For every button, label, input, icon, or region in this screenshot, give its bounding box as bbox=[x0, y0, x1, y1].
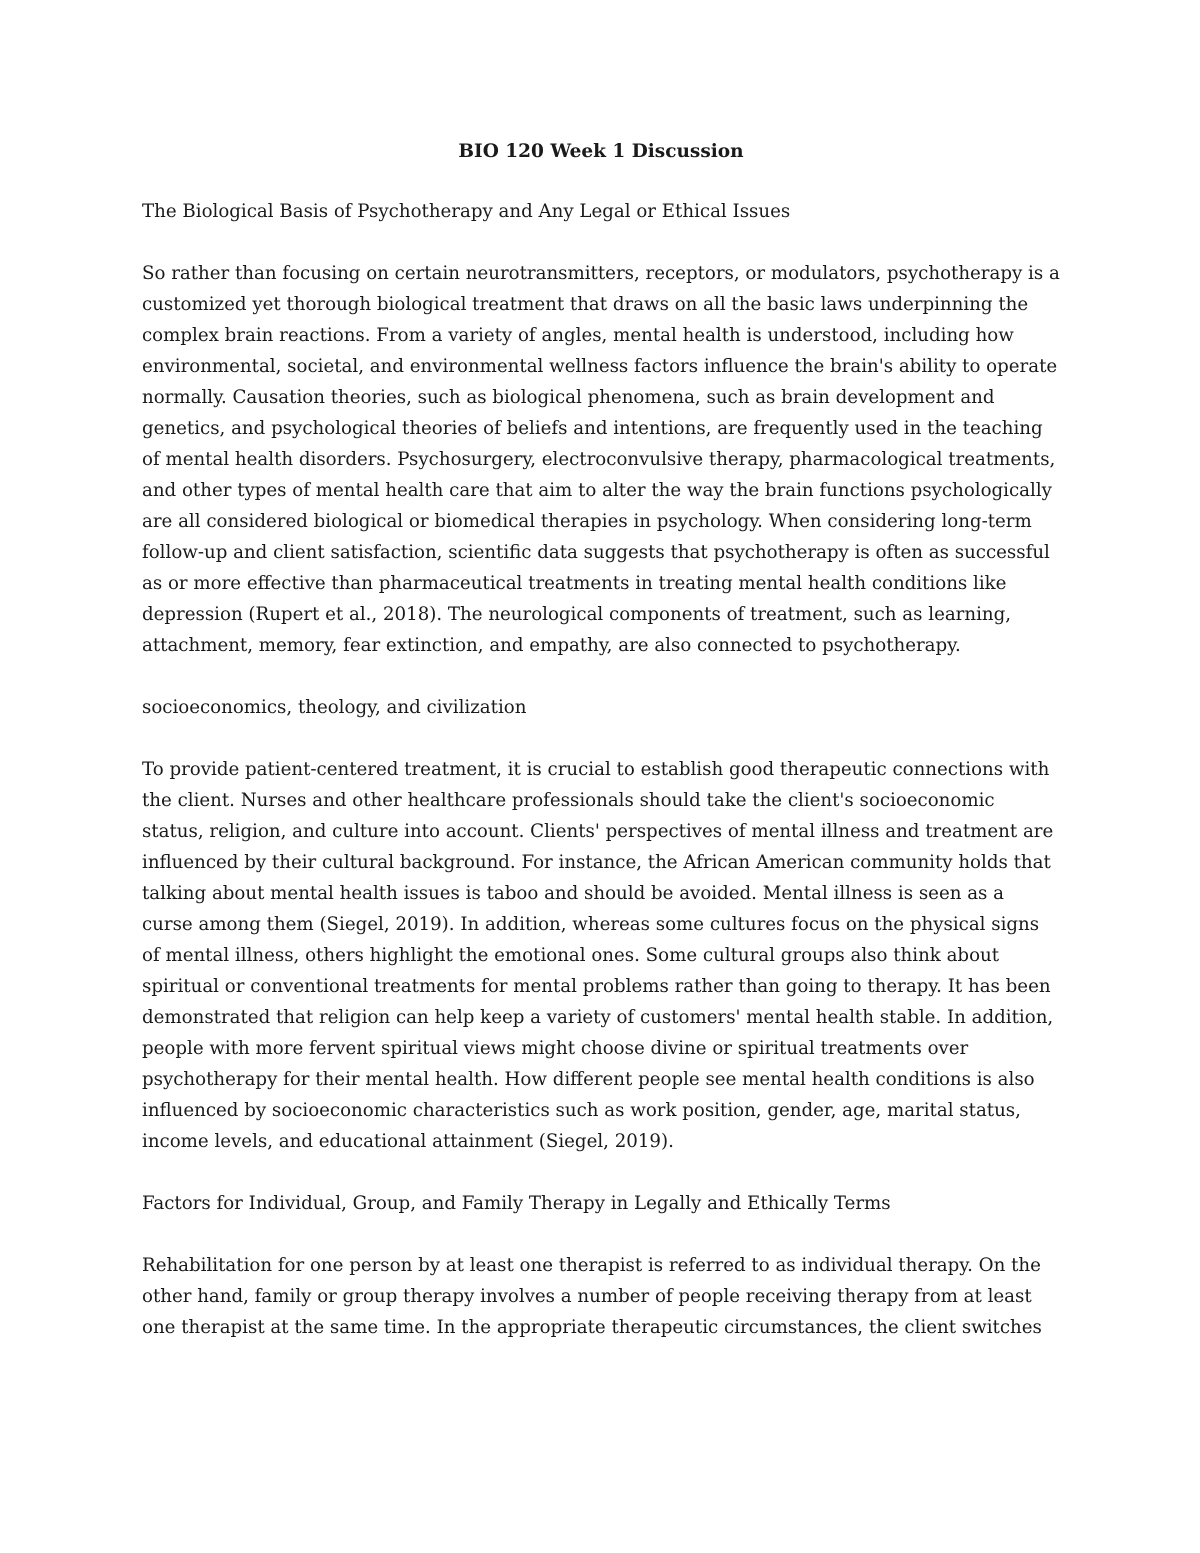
section-paragraph-biological-basis: So rather than focusing on certain neurotransmitters, receptors, or modulators, psychotherapy is a customized yet thorough biological treatment that draws on all the basic laws underpinning the complex brain reactions. From a variety of angles, mental health is understood, including how environmental, societal, and environmental wellness factors influence the brain's ability to operate normally. Causation theories, such as biological phenomena, such as brain development and genetics, and psychological theories of beliefs and intentions, are frequently used in the teaching of mental health disorders. Psychosurgery, electroconvulsive therapy, pharmacological treatments, and other types of mental health care that aim to alter the way the brain functions psychologically are all considered biological or biomedical therapies in psychology. When considering long-term follow-up and client satisfaction, scientific data suggests that psychotherapy is often as successful as or more effective than pharmaceutical treatments in treating mental health conditions like depression (Rupert et al., 2018). The neurological components of treatment, such as learning, attachment, memory, fear extinction, and empathy, are also connected to psychotherapy. bbox=[142, 263, 1060, 656]
section-paragraph-therapy-factors: Rehabilitation for one person by at least one therapist is referred to as individual therapy. On the other hand, family or group therapy involves a number of people receiving therapy from at least one therapist at the same time. In the appropriate therapeutic circumstances, the client switches bbox=[142, 1255, 1042, 1338]
section-heading-socioeconomics: socioeconomics, theology, and civilization bbox=[142, 697, 527, 718]
document-body bbox=[142, 136, 1060, 1374]
section-paragraph-socioeconomics: To provide patient-centered treatment, it is crucial to establish good therapeutic connections with the client. Nurses and other healthcare professionals should take the client's socioeconomic status, religion, and culture into account. Clients' perspectives of mental illness and treatment are influenced by their cultural background. For instance, the African American community holds that talking about mental health issues is taboo and should be avoided. Mental illness is seen as a curse among them (Siegel, 2019). In addition, whereas some cultures focus on the physical signs of mental illness, others highlight the emotional ones. Some cultural groups also think about spiritual or conventional treatments for mental problems rather than going to therapy. It has been demonstrated that religion can help keep a variety of customers' mental health stable. In addition, people with more fervent spiritual views might choose divine or spiritual treatments over psychotherapy for their mental health. How different people see mental health conditions is also influenced by socioeconomic characteristics such as work position, gender, age, marital status, income levels, and educational attainment (Siegel, 2019). bbox=[142, 759, 1054, 1152]
section-heading-biological-basis: The Biological Basis of Psychotherapy and Any Legal or Ethical Issues bbox=[142, 201, 791, 222]
document-title: BIO 120 Week 1 Discussion bbox=[458, 141, 744, 162]
section-heading-therapy-factors: Factors for Individual, Group, and Family Therapy in Legally and Ethically Terms bbox=[142, 1193, 891, 1214]
